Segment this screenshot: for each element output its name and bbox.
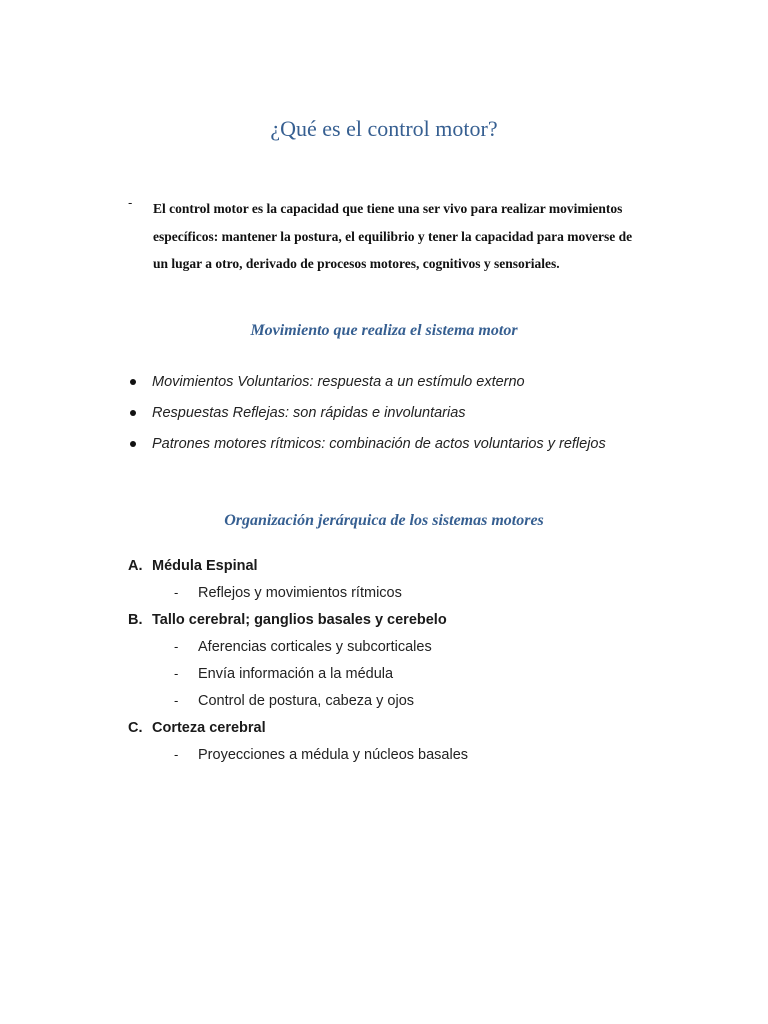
intro-text: El control motor es la capacidad que tiene una ser vivo para realizar movimientos específicos: mantener la postura, el equilibrio y tener la capacidad para moverse de un lugar a otro, derivado de procesos motores, cognitivos y sensoriales. [153, 201, 633, 271]
group-letter: A. [128, 558, 143, 574]
sub-item [128, 637, 688, 664]
sub-item [128, 691, 688, 718]
list-item-text: Respuestas Reflejas: son rápidas e involuntarias [152, 405, 466, 421]
bullet-icon [130, 379, 136, 385]
sub-item [128, 583, 688, 610]
bullet-icon [130, 410, 136, 416]
dash-marker: - [174, 747, 179, 762]
dash-marker: - [174, 639, 179, 654]
hierarchy-list [128, 556, 688, 772]
group-heading-c [128, 718, 688, 745]
group-letter: B. [128, 612, 143, 628]
dash-marker: - [174, 693, 179, 708]
sub-item-text: Aferencias corticales y subcorticales [198, 639, 432, 655]
sub-item [128, 664, 688, 691]
section-heading-movimiento: Movimiento que realiza el sistema motor [250, 322, 518, 339]
group-title: Tallo cerebral; ganglios basales y cerebelo [152, 612, 447, 628]
dash-marker: - [128, 195, 133, 210]
group-title: Corteza cerebral [152, 720, 266, 736]
bullet-icon [130, 441, 136, 447]
group-letter: C. [128, 720, 143, 736]
list-item-text: Patrones motores rítmicos: combinación de actos voluntarios y reflejos [152, 436, 606, 452]
page-title: ¿Qué es el control motor? [270, 116, 498, 141]
group-heading-b [128, 610, 688, 637]
group-title: Médula Espinal [152, 558, 258, 574]
section-heading-organizacion: Organización jerárquica de los sistemas motores [224, 512, 544, 529]
list-item-text: Movimientos Voluntarios: respuesta a un estímulo externo [152, 374, 525, 390]
dash-marker: - [174, 666, 179, 681]
sub-item-text: Reflejos y movimientos rítmicos [198, 585, 402, 601]
intro-paragraph [128, 195, 648, 278]
sub-item-text: Envía información a la médula [198, 666, 394, 682]
dash-marker: - [174, 585, 179, 600]
sub-item [128, 745, 688, 772]
group-heading-a [128, 556, 688, 583]
sub-item-text: Proyecciones a médula y núcleos basales [198, 747, 469, 763]
sub-item-text: Control de postura, cabeza y ojos [198, 693, 415, 709]
